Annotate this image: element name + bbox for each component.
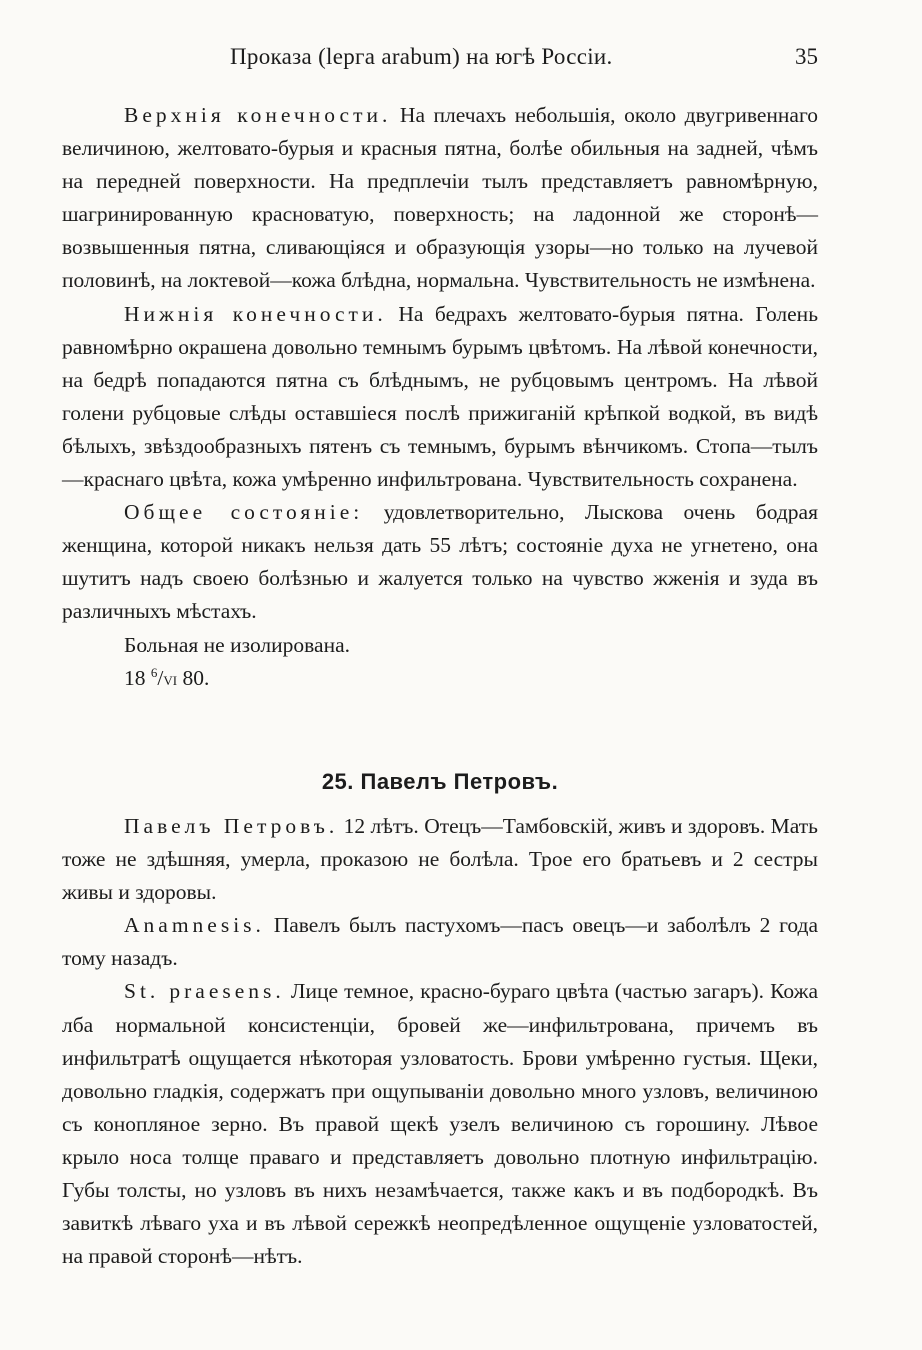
case-24-continuation xyxy=(62,99,818,697)
paragraph-anamnesis xyxy=(62,909,818,975)
date-slash: / xyxy=(157,665,164,690)
paragraph-text: Больная не изолирована. xyxy=(124,632,350,657)
paragraph-lead: Павелъ Петровъ. xyxy=(124,814,339,838)
page-header xyxy=(62,44,818,78)
paragraph-name xyxy=(62,810,818,909)
paragraph-text: Павелъ былъ пастухомъ—пасъ овецъ—и заболѣлъ 2 года тому назадъ. xyxy=(62,913,818,971)
section-heading: 25. Павелъ Петровъ. xyxy=(321,769,559,794)
paragraph-lower-limbs xyxy=(62,298,818,497)
paragraph-lead: Anamnesis. xyxy=(124,913,265,938)
paragraph-status-praesens xyxy=(62,975,818,1273)
paragraph-lead: St. praesens. xyxy=(124,979,285,1004)
paragraph-text: удовлетворительно, Лыскова очень бодрая женщина, которой никакъ нельзя дать 55 лѣтъ; состояніе духа не угнетено, она шутитъ надъ своею болѣзнью и жалуется только на чувство жженія и зуда въ различныхъ мѣстахъ. xyxy=(62,500,818,624)
paragraph-text: На плечахъ небольшія, около двугривеннаго величиною, желтовато-бурыя и красныя пятна, болѣе обильныя на задней, чѣмъ на передней поверхности. На предплечіи тылъ представляетъ равномѣрную, шагринированную красноватую, поверхность; на ладонной же сторонѣ—возвышенныя пятна, сливающіяся и образующія узоры—но только на лучевой половинѣ, на локтевой—кожа блѣдна, нормальна. Чувствительность не измѣнена. xyxy=(62,103,819,293)
paragraph-not-isolated xyxy=(62,629,818,662)
paragraph-text: Лице темное, красно-бураго цвѣта (частью загаръ). Кожа лба нормальной консистенціи, бровей же—инфильтрована, причемъ въ инфильтратѣ ощущается нѣкоторая узловатость. Брови умѣренно густыя. Щеки, довольно гладкія, содержатъ при ощупываніи довольно много узловъ, величиною съ конопляное зерно. Въ правой щекѣ узелъ величиною съ горошину. Лѣвое крыло носа толще праваго и представляетъ довольно плотную инфильтрацію. Губы толсты, но узловъ въ нихъ незамѣчается, также какъ и въ подбородкѣ. Въ завиткѣ лѣваго уха и въ лѣвой сережкѣ неопредѣленное ощущеніе узловатостей, на правой сторонѣ—нѣтъ. xyxy=(62,979,818,1269)
paragraph-upper-limbs xyxy=(62,99,818,298)
paragraph-lead: Общее состояніе: xyxy=(124,500,364,525)
page-number: 35 xyxy=(795,44,818,69)
paragraph-text: 12 лѣтъ. Отецъ—Тамбовскій, живъ и здоровъ. Мать тоже не здѣшняя, умерла, проказою не болѣла. Трое его братьевъ и 2 сестры живы и здоровы. xyxy=(62,814,818,905)
paragraph-lead: Нижнія конечности. xyxy=(124,301,387,326)
paragraph-lead: Верхнія конечности. xyxy=(124,103,392,127)
date-month: VI xyxy=(163,672,178,688)
running-title: Проказа (lерга arabum) на югѣ Россіи. xyxy=(230,44,613,69)
date-year: 80. xyxy=(182,665,210,690)
date-day: 18 xyxy=(124,665,146,690)
date-sup: 6 xyxy=(150,664,158,680)
date-line xyxy=(62,662,818,697)
case-25 xyxy=(62,810,818,1273)
paragraph-text: На бедрахъ желтовато-бурыя пятна. Голень равномѣрно окрашена довольно темнымъ бурымъ цвѣтомъ. На лѣвой конечности, на бедрѣ попадаются пятна съ блѣднымъ, не рубцовымъ центромъ. На лѣвой голени рубцовые слѣды оставшіеся послѣ прижиганій крѣпкой водкой, въ видѣ бѣлыхъ, звѣздообразныхъ пятенъ съ темнымъ, бурымъ вѣнчикомъ. Стопа—тылъ—краснаго цвѣта, кожа умѣренно инфильтрована. Чувствительность сохранена. xyxy=(62,301,818,492)
paragraph-general-state xyxy=(62,496,818,628)
